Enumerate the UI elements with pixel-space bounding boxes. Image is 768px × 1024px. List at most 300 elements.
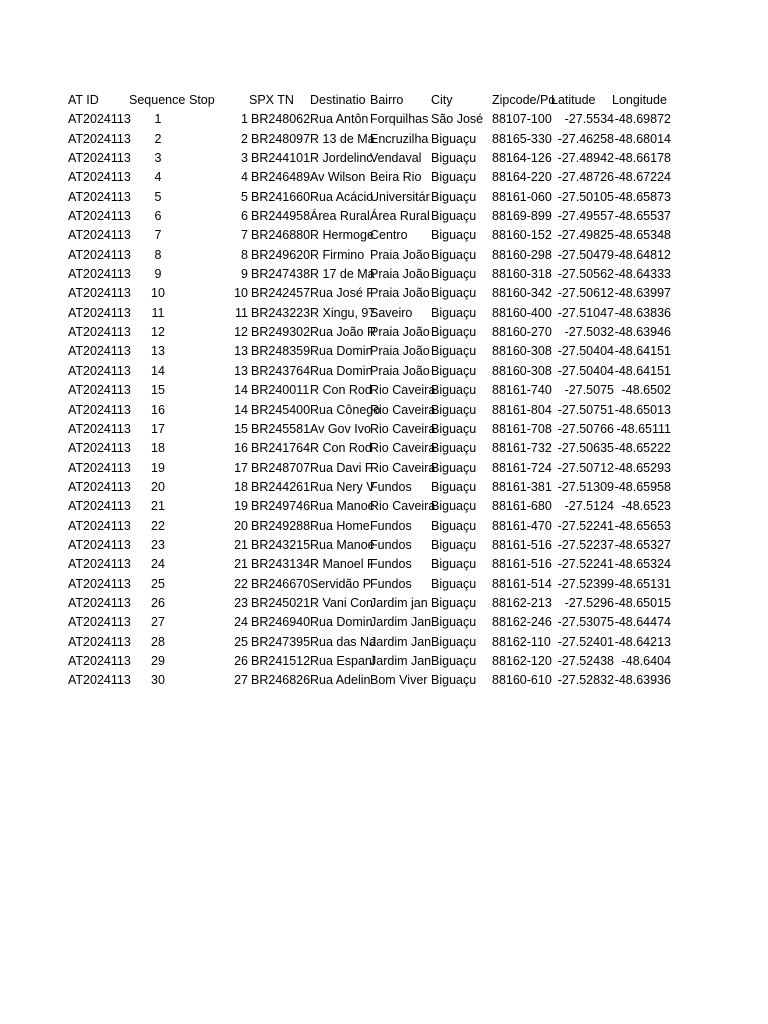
cell-latitude[interactable]: -27.52241 (557, 557, 614, 572)
cell-stop: 18 (234, 479, 248, 494)
cell-sequence[interactable]: 25 (151, 576, 165, 591)
cell-destination[interactable]: Rua Davi F (310, 460, 373, 475)
cell-at-id[interactable]: AT2024113 (68, 557, 131, 572)
cell-at-id[interactable]: AT2024113 (68, 170, 131, 185)
cell-latitude[interactable]: -27.5075 (564, 383, 614, 398)
cell-city[interactable]: Biguaçu (431, 344, 477, 359)
cell-longitude[interactable]: -48.65131 (614, 576, 671, 591)
cell-longitude[interactable]: -48.65324 (614, 557, 671, 572)
cell-destination[interactable]: R Jordelinc (310, 151, 373, 166)
cell-sequence[interactable]: 3 (154, 151, 162, 166)
cell-bairro[interactable]: Praia João (370, 363, 430, 378)
cell-stop-spx[interactable] (233, 439, 310, 458)
cell-zipcode[interactable]: 88161-470 (492, 518, 552, 533)
cell-stop-spx[interactable] (233, 149, 310, 168)
cell-latitude[interactable]: -27.50404 (557, 363, 614, 378)
cell-stop: 2 (241, 131, 248, 146)
cell-sequence[interactable]: 30 (151, 673, 165, 688)
cell-city[interactable]: Biguaçu (431, 518, 477, 533)
cell-spx-tn: BR245021 (251, 595, 311, 610)
table-row (0, 459, 768, 478)
cell-at-id[interactable]: AT2024113 (68, 673, 131, 688)
cell-at-id[interactable]: AT2024113 (68, 537, 131, 552)
cell-latitude[interactable]: -27.50479 (557, 247, 614, 262)
cell-longitude[interactable]: -48.65653 (614, 518, 671, 533)
cell-longitude[interactable]: -48.65873 (614, 189, 671, 204)
cell-bairro[interactable]: Jardim Jan (370, 634, 432, 649)
cell-destination[interactable]: Rua Domin (310, 344, 373, 359)
cell-city[interactable]: Biguaçu (431, 421, 477, 436)
header-at-id[interactable]: AT ID (68, 93, 99, 107)
cell-zipcode[interactable]: 88160-308 (492, 363, 552, 378)
cell-city[interactable]: Biguaçu (431, 363, 477, 378)
cell-city[interactable]: Biguaçu (431, 325, 477, 340)
cell-sequence[interactable]: 6 (154, 209, 162, 224)
header-longitude[interactable]: Longitude (612, 93, 667, 107)
cell-bairro[interactable]: Praia João (370, 344, 430, 359)
cell-longitude[interactable]: -48.65293 (614, 460, 671, 475)
cell-sequence[interactable]: 10 (151, 286, 165, 301)
cell-stop-spx[interactable] (233, 594, 310, 613)
cell-zipcode[interactable]: 88160-270 (492, 325, 552, 340)
cell-city[interactable]: Biguaçu (431, 595, 477, 610)
cell-sequence[interactable]: 24 (151, 557, 165, 572)
cell-stop-spx[interactable] (233, 478, 310, 497)
cell-city[interactable]: Biguaçu (431, 557, 477, 572)
cell-zipcode[interactable]: 88161-724 (492, 460, 552, 475)
cell-spx-tn: BR242457 (251, 286, 311, 301)
cell-stop-spx[interactable] (233, 110, 310, 129)
cell-sequence[interactable]: 20 (151, 479, 165, 494)
cell-bairro[interactable]: Encruzilha (370, 131, 429, 146)
cell-bairro[interactable]: Rio Caveira (370, 402, 436, 417)
cell-latitude[interactable]: -27.50635 (557, 441, 614, 456)
cell-at-id[interactable]: AT2024113 (68, 305, 131, 320)
cell-spx-tn: BR245581 (251, 421, 311, 436)
cell-sequence[interactable]: 7 (154, 228, 162, 243)
cell-sequence[interactable]: 16 (151, 402, 165, 417)
cell-longitude[interactable]: -48.63836 (614, 305, 671, 320)
cell-bairro[interactable]: Área Rural (370, 209, 430, 224)
cell-city[interactable]: Biguaçu (431, 267, 477, 282)
cell-destination[interactable]: Rua Nery V (310, 479, 375, 494)
cell-latitude[interactable]: -27.49825 (557, 228, 614, 243)
cell-longitude[interactable]: -48.64812 (614, 247, 671, 262)
cell-destination[interactable]: R Con Rod (310, 441, 372, 456)
cell-bairro[interactable]: Universitár (370, 189, 430, 204)
cell-stop: 11 (235, 305, 248, 320)
header-bairro[interactable]: Bairro (370, 93, 404, 107)
cell-bairro[interactable]: Rio Caveira (370, 421, 436, 436)
cell-city[interactable]: Biguaçu (431, 441, 477, 456)
cell-city[interactable]: Biguaçu (431, 131, 477, 146)
cell-zipcode[interactable]: 88162-246 (492, 615, 552, 630)
cell-stop-spx[interactable] (233, 420, 310, 439)
cell-zipcode[interactable]: 88160-308 (492, 344, 552, 359)
cell-zipcode[interactable]: 88160-342 (492, 286, 552, 301)
cell-bairro[interactable]: Bom Viver (370, 673, 428, 688)
cell-stop-spx[interactable] (233, 671, 310, 690)
cell-latitude[interactable]: -27.51047 (557, 305, 614, 320)
cell-zipcode[interactable]: 88161-381 (492, 479, 552, 494)
cell-city[interactable]: Biguaçu (431, 499, 477, 514)
cell-city[interactable]: Biguaçu (431, 615, 477, 630)
cell-longitude[interactable]: -48.64213 (614, 634, 671, 649)
cell-city[interactable]: Biguaçu (431, 402, 477, 417)
cell-destination[interactable]: Av Wilson (310, 170, 366, 185)
cell-at-id[interactable]: AT2024113 (68, 595, 131, 610)
cell-sequence[interactable]: 22 (151, 518, 165, 533)
cell-at-id[interactable]: AT2024113 (68, 634, 131, 649)
cell-zipcode[interactable]: 88161-516 (492, 537, 552, 552)
cell-stop-spx[interactable] (233, 323, 310, 342)
cell-latitude[interactable]: -27.50562 (557, 267, 614, 282)
cell-stop-spx[interactable] (233, 555, 310, 574)
table-row (0, 633, 768, 652)
cell-bairro[interactable]: Beira Rio (370, 170, 422, 185)
cell-at-id[interactable]: AT2024113 (68, 402, 131, 417)
cell-longitude[interactable]: -48.66178 (614, 151, 671, 166)
cell-latitude[interactable]: -27.52399 (557, 576, 614, 591)
cell-at-id[interactable]: AT2024113 (68, 228, 131, 243)
cell-latitude[interactable]: -27.50105 (557, 189, 614, 204)
cell-stop-spx[interactable] (233, 226, 310, 245)
cell-zipcode[interactable]: 88160-610 (492, 673, 552, 688)
cell-latitude[interactable]: -27.5124 (564, 499, 614, 514)
cell-zipcode[interactable]: 88161-680 (492, 499, 552, 514)
cell-sequence[interactable]: 26 (151, 595, 165, 610)
cell-bairro[interactable]: Jardim Jan (370, 653, 432, 668)
cell-at-id[interactable]: AT2024113 (68, 576, 131, 591)
cell-longitude[interactable]: -48.65222 (614, 441, 671, 456)
cell-at-id[interactable]: AT2024113 (68, 615, 131, 630)
cell-sequence[interactable]: 1 (154, 112, 162, 127)
cell-latitude[interactable]: -27.5534 (564, 112, 614, 127)
cell-at-id[interactable]: AT2024113 (68, 325, 131, 340)
cell-latitude[interactable]: -27.50712 (557, 460, 614, 475)
cell-stop-spx[interactable] (233, 246, 310, 265)
cell-city[interactable]: Biguaçu (431, 228, 477, 243)
cell-latitude[interactable]: -27.52237 (557, 537, 614, 552)
cell-latitude[interactable]: -27.48726 (557, 170, 614, 185)
cell-sequence[interactable]: 14 (151, 363, 165, 378)
cell-bairro[interactable]: Rio Caveira (370, 460, 436, 475)
cell-bairro[interactable]: Forquilhas (370, 112, 429, 127)
cell-destination[interactable]: Rua Espanl (310, 653, 375, 668)
cell-longitude[interactable]: -48.69872 (614, 112, 671, 127)
cell-destination[interactable]: Rua Manoe (310, 537, 375, 552)
header-spx-tn[interactable]: SPX TN (249, 93, 294, 107)
cell-zipcode[interactable]: 88161-516 (492, 557, 552, 572)
cell-latitude[interactable]: -27.53075 (557, 615, 614, 630)
cell-city[interactable]: Biguaçu (431, 151, 477, 166)
cell-city[interactable]: Biguaçu (431, 383, 477, 398)
cell-at-id[interactable]: AT2024113 (68, 286, 131, 301)
cell-stop-spx[interactable] (233, 284, 310, 303)
cell-stop-spx[interactable] (233, 304, 310, 323)
header-destination[interactable]: Destinatio (310, 93, 366, 107)
cell-longitude[interactable]: -48.6502 (621, 383, 671, 398)
cell-at-id[interactable]: AT2024113 (68, 421, 131, 436)
cell-zipcode[interactable]: 88161-708 (492, 421, 552, 436)
cell-city[interactable]: Biguaçu (431, 209, 477, 224)
cell-longitude[interactable]: -48.65348 (614, 228, 671, 243)
cell-destination[interactable]: R 17 de Ma (310, 267, 375, 282)
cell-bairro[interactable]: Rio Caveira (370, 441, 436, 456)
cell-latitude[interactable]: -27.50612 (557, 286, 614, 301)
cell-at-id[interactable]: AT2024113 (68, 151, 131, 166)
table-row (0, 207, 768, 226)
cell-longitude[interactable]: -48.6404 (621, 653, 671, 668)
cell-destination[interactable]: R Firmino (310, 247, 365, 262)
cell-sequence[interactable]: 23 (151, 537, 165, 552)
cell-sequence[interactable]: 15 (151, 383, 165, 398)
cell-longitude[interactable]: -48.64151 (614, 363, 671, 378)
cell-destination[interactable]: Rua José F (310, 286, 374, 301)
cell-city[interactable]: Biguaçu (431, 170, 477, 185)
cell-sequence[interactable]: 9 (154, 267, 162, 282)
cell-latitude[interactable]: -27.50751 (557, 402, 614, 417)
cell-zipcode[interactable]: 88162-213 (492, 595, 552, 610)
cell-stop-spx[interactable] (233, 652, 310, 671)
header-zipcode[interactable]: Zipcode/Po (492, 93, 556, 107)
cell-city[interactable]: São José (431, 112, 484, 127)
cell-longitude[interactable]: -48.63936 (614, 673, 671, 688)
cell-longitude[interactable]: -48.65958 (614, 479, 671, 494)
cell-stop-spx[interactable] (233, 130, 310, 149)
cell-at-id[interactable]: AT2024113 (68, 131, 131, 146)
cell-zipcode[interactable]: 88164-126 (492, 151, 552, 166)
cell-latitude[interactable]: -27.49557 (557, 209, 614, 224)
cell-at-id[interactable]: AT2024113 (68, 344, 131, 359)
cell-bairro[interactable]: Fundos (370, 557, 412, 572)
cell-city[interactable]: Biguaçu (431, 634, 477, 649)
cell-destination[interactable]: R Xingu, 97 (310, 305, 376, 320)
cell-at-id[interactable]: AT2024113 (68, 499, 131, 514)
cell-at-id[interactable]: AT2024113 (68, 363, 131, 378)
cell-bairro[interactable]: Jardim jan (370, 595, 428, 610)
cell-sequence[interactable]: 18 (151, 441, 165, 456)
cell-longitude[interactable]: -48.64474 (614, 615, 671, 630)
cell-bairro[interactable]: Rio Caveira (370, 383, 436, 398)
cell-stop: 15 (234, 421, 248, 436)
cell-spx-tn: BR248062 (251, 112, 311, 127)
cell-stop: 17 (234, 460, 248, 475)
cell-stop-spx[interactable] (233, 517, 310, 536)
cell-city[interactable]: Biguaçu (431, 576, 477, 591)
cell-bairro[interactable]: Fundos (370, 479, 412, 494)
cell-sequence[interactable]: 11 (151, 305, 165, 320)
cell-stop-spx[interactable] (233, 342, 310, 361)
cell-latitude[interactable]: -27.52438 (557, 653, 614, 668)
cell-sequence[interactable]: 17 (151, 421, 165, 436)
cell-sequence[interactable]: 21 (151, 499, 165, 514)
cell-destination[interactable]: R Vani Con (310, 595, 373, 610)
table-row (0, 575, 768, 594)
cell-longitude[interactable]: -48.63997 (614, 286, 671, 301)
cell-longitude[interactable]: -48.65015 (614, 595, 671, 610)
cell-zipcode[interactable]: 88161-060 (492, 189, 552, 204)
cell-stop-spx[interactable] (233, 633, 310, 652)
cell-stop: 12 (234, 325, 248, 340)
cell-destination[interactable]: Rua João R (310, 325, 377, 340)
cell-at-id[interactable]: AT2024113 (68, 209, 131, 224)
cell-bairro[interactable]: Praia João (370, 286, 430, 301)
cell-latitude[interactable]: -27.5296 (564, 595, 614, 610)
cell-latitude[interactable]: -27.50766 (557, 421, 614, 436)
cell-zipcode[interactable]: 88160-152 (492, 228, 552, 243)
cell-bairro[interactable]: Jardim Jan (370, 615, 432, 630)
cell-longitude[interactable]: -48.67224 (614, 170, 671, 185)
cell-destination[interactable]: Área Rural (310, 209, 370, 224)
cell-sequence[interactable]: 12 (151, 325, 165, 340)
cell-sequence[interactable]: 8 (154, 247, 162, 262)
cell-city[interactable]: Biguaçu (431, 537, 477, 552)
cell-longitude[interactable]: -48.65013 (614, 402, 671, 417)
cell-at-id[interactable]: AT2024113 (68, 189, 131, 204)
cell-destination[interactable]: Rua Manoe (310, 499, 375, 514)
cell-stop-spx[interactable] (233, 381, 310, 400)
cell-longitude[interactable]: -48.64151 (614, 344, 671, 359)
cell-destination[interactable]: Rua Acácio (310, 189, 374, 204)
header-sequence[interactable]: Sequence (129, 93, 186, 107)
table-row (0, 652, 768, 671)
cell-stop-spx[interactable] (233, 265, 310, 284)
cell-stop: 7 (241, 228, 248, 243)
cell-bairro[interactable]: Centro (370, 228, 408, 243)
cell-at-id[interactable]: AT2024113 (68, 653, 131, 668)
cell-zipcode[interactable]: 88161-514 (492, 576, 552, 591)
cell-zipcode[interactable]: 88161-804 (492, 402, 552, 417)
cell-zipcode[interactable]: 88161-740 (492, 383, 552, 398)
cell-destination[interactable]: R Hermoge (310, 228, 374, 243)
cell-city[interactable]: Biguaçu (431, 305, 477, 320)
cell-zipcode[interactable]: 88160-318 (492, 267, 552, 282)
cell-city[interactable]: Biguaçu (431, 653, 477, 668)
cell-stop-spx[interactable] (233, 459, 310, 478)
cell-latitude[interactable]: -27.50404 (557, 344, 614, 359)
cell-longitude[interactable]: -48.68014 (614, 131, 671, 146)
cell-sequence[interactable]: 27 (151, 615, 165, 630)
cell-destination[interactable]: Rua Antôn (310, 112, 369, 127)
cell-city[interactable]: Biguaçu (431, 460, 477, 475)
cell-sequence[interactable]: 19 (151, 460, 165, 475)
cell-at-id[interactable]: AT2024113 (68, 518, 131, 533)
cell-stop-spx[interactable] (233, 575, 310, 594)
cell-zipcode[interactable]: 88164-220 (492, 170, 552, 185)
cell-latitude[interactable]: -27.51309 (557, 479, 614, 494)
cell-latitude[interactable]: -27.52241 (557, 518, 614, 533)
cell-destination[interactable]: R Manoel F (310, 557, 375, 572)
cell-longitude[interactable]: -48.64333 (614, 267, 671, 282)
cell-zipcode[interactable]: 88160-400 (492, 305, 552, 320)
cell-at-id[interactable]: AT2024113 (68, 460, 131, 475)
header-city[interactable]: City (431, 93, 453, 107)
cell-sequence[interactable]: 28 (151, 634, 165, 649)
cell-bairro[interactable]: Fundos (370, 537, 412, 552)
cell-at-id[interactable]: AT2024113 (68, 383, 131, 398)
cell-latitude[interactable]: -27.5032 (564, 325, 614, 340)
cell-bairro[interactable]: Fundos (370, 518, 412, 533)
cell-destination[interactable]: Rua Home (310, 518, 370, 533)
cell-destination[interactable]: Rua Domin (310, 363, 373, 378)
cell-latitude[interactable]: -27.48942 (557, 151, 614, 166)
cell-zipcode[interactable]: 88107-100 (492, 112, 552, 127)
cell-bairro[interactable]: Fundos (370, 576, 412, 591)
cell-stop-spx[interactable] (233, 362, 310, 381)
cell-stop-spx[interactable] (233, 613, 310, 632)
cell-latitude[interactable]: -27.46258 (557, 131, 614, 146)
cell-destination[interactable]: Av Gov Ivo (310, 421, 371, 436)
cell-zipcode[interactable]: 88160-298 (492, 247, 552, 262)
cell-destination[interactable]: R 13 de Ma (310, 131, 375, 146)
cell-city[interactable]: Biguaçu (431, 189, 477, 204)
cell-city[interactable]: Biguaçu (431, 479, 477, 494)
cell-at-id[interactable]: AT2024113 (68, 479, 131, 494)
cell-at-id[interactable]: AT2024113 (68, 441, 131, 456)
cell-destination[interactable]: Rua Domin (310, 615, 373, 630)
cell-zipcode[interactable]: 88162-120 (492, 653, 552, 668)
header-stop[interactable]: Stop (189, 93, 215, 107)
cell-destination[interactable]: Servidão P (310, 576, 372, 591)
cell-longitude[interactable]: -48.65111 (616, 421, 671, 436)
cell-stop-spx[interactable] (233, 207, 310, 226)
cell-longitude[interactable]: -48.63946 (614, 325, 671, 340)
cell-bairro[interactable]: Rio Caveira (370, 499, 436, 514)
cell-stop-spx[interactable] (233, 536, 310, 555)
cell-spx-tn: BR244101 (251, 151, 311, 166)
cell-sequence[interactable]: 4 (154, 170, 162, 185)
cell-destination[interactable]: Rua Cônego (310, 402, 381, 417)
cell-bairro[interactable]: Vendaval (370, 151, 422, 166)
cell-bairro[interactable]: Praia João (370, 325, 430, 340)
cell-longitude[interactable]: -48.65327 (614, 537, 671, 552)
cell-at-id[interactable]: AT2024113 (68, 247, 131, 262)
cell-bairro[interactable]: Praia João (370, 267, 430, 282)
cell-zipcode[interactable]: 88169-899 (492, 209, 552, 224)
cell-zipcode[interactable]: 88162-110 (492, 634, 551, 649)
cell-stop: 20 (234, 518, 248, 533)
cell-sequence[interactable]: 5 (154, 189, 162, 204)
cell-at-id[interactable]: AT2024113 (68, 267, 131, 282)
cell-zipcode[interactable]: 88161-732 (492, 441, 552, 456)
cell-stop-spx[interactable] (233, 168, 310, 187)
cell-stop: 4 (241, 170, 248, 185)
cell-at-id[interactable]: AT2024113 (68, 112, 131, 127)
cell-latitude[interactable]: -27.52832 (557, 673, 614, 688)
cell-bairro[interactable]: Saveiro (370, 305, 413, 320)
cell-stop-spx[interactable] (233, 401, 310, 420)
cell-city[interactable]: Biguaçu (431, 247, 477, 262)
header-latitude[interactable]: Latitude (551, 93, 596, 107)
cell-destination[interactable]: R Con Rod (310, 383, 372, 398)
cell-longitude[interactable]: -48.6523 (621, 499, 671, 514)
cell-sequence[interactable]: 29 (151, 653, 165, 668)
cell-latitude[interactable]: -27.52401 (557, 634, 614, 649)
table-row (0, 149, 768, 168)
cell-destination[interactable]: Rua das Na (310, 634, 377, 649)
cell-longitude[interactable]: -48.65537 (614, 209, 671, 224)
cell-zipcode[interactable]: 88165-330 (492, 131, 552, 146)
cell-stop-spx[interactable] (233, 188, 310, 207)
cell-destination[interactable]: Rua Adelin (310, 673, 371, 688)
cell-bairro[interactable]: Praia João (370, 247, 430, 262)
cell-city[interactable]: Biguaçu (431, 673, 477, 688)
cell-sequence[interactable]: 2 (154, 131, 162, 146)
cell-city[interactable]: Biguaçu (431, 286, 477, 301)
cell-sequence[interactable]: 13 (151, 344, 165, 359)
cell-stop-spx[interactable] (233, 497, 310, 516)
